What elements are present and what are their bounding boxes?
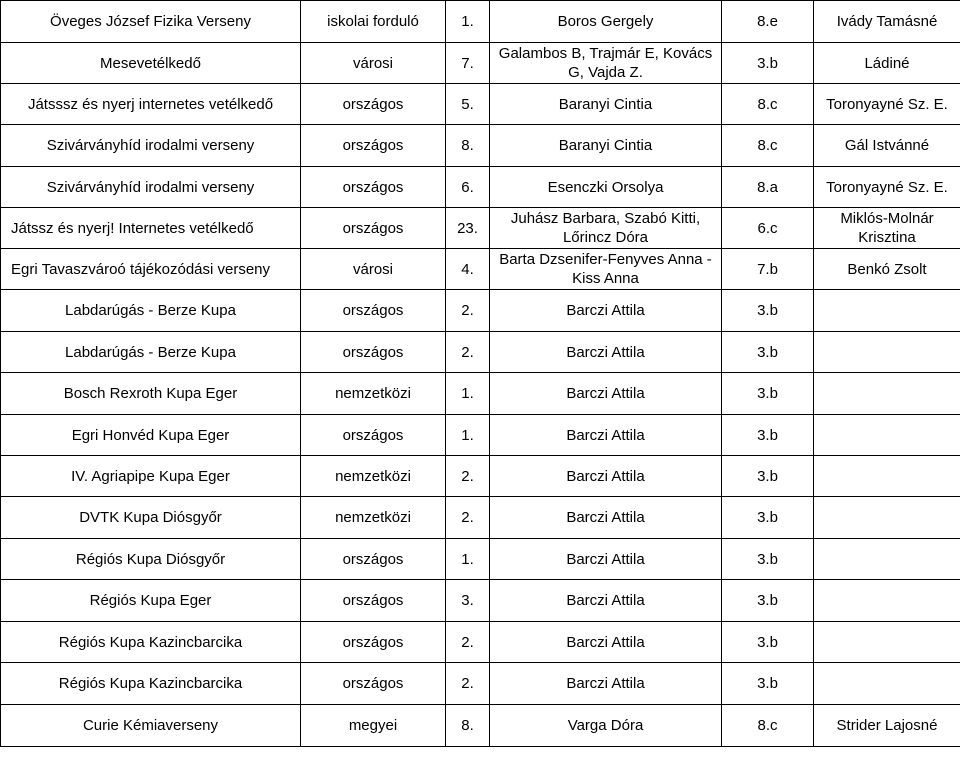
student-name-cell: Barczi Attila xyxy=(490,663,722,705)
competition-level-cell: országos xyxy=(301,539,446,580)
competition-level-cell: megyei xyxy=(301,705,446,747)
competition-name-cell: Labdarúgás - Berze Kupa xyxy=(1,332,301,373)
competition-name-cell: Egri Tavaszvároó tájékozódási verseny xyxy=(1,249,301,290)
placement-cell: 2. xyxy=(446,497,490,539)
placement-cell: 23. xyxy=(446,208,490,249)
placement-cell: 2. xyxy=(446,622,490,663)
class-cell: 8.c xyxy=(722,125,814,167)
teacher-name-cell: Strider Lajosné xyxy=(814,705,960,747)
student-name-cell: Barczi Attila xyxy=(490,622,722,663)
placement-cell: 8. xyxy=(446,705,490,747)
competition-name-cell: Régiós Kupa Kazincbarcika xyxy=(1,622,301,663)
student-name-cell: Juhász Barbara, Szabó Kitti, Lőrincz Dóra xyxy=(490,208,722,249)
competition-level-cell: városi xyxy=(301,249,446,290)
student-name-cell: Barczi Attila xyxy=(490,415,722,456)
teacher-name-cell: Toronyayné Sz. E. xyxy=(814,84,960,125)
table-row xyxy=(1,456,960,497)
competition-name-cell: Szivárványhíd irodalmi verseny xyxy=(1,167,301,208)
table-row xyxy=(1,290,960,332)
competition-level-cell: nemzetközi xyxy=(301,497,446,539)
competition-name-cell: Mesevetélkedő xyxy=(1,43,301,84)
table-row xyxy=(1,332,960,373)
placement-cell: 2. xyxy=(446,332,490,373)
competition-level-cell: országos xyxy=(301,167,446,208)
placement-cell: 1. xyxy=(446,539,490,580)
teacher-name-cell: Toronyayné Sz. E. xyxy=(814,167,960,208)
competition-name-cell: Régiós Kupa Eger xyxy=(1,580,301,622)
student-name-cell: Barczi Attila xyxy=(490,497,722,539)
student-name-cell: Barczi Attila xyxy=(490,290,722,332)
student-name-cell: Baranyi Cintia xyxy=(490,125,722,167)
teacher-name-cell xyxy=(814,332,960,373)
placement-cell: 2. xyxy=(446,290,490,332)
teacher-name-cell: Miklós-Molnár Krisztina xyxy=(814,208,960,249)
class-cell: 6.c xyxy=(722,208,814,249)
teacher-name-cell: Benkó Zsolt xyxy=(814,249,960,290)
table-row xyxy=(1,622,960,663)
competition-level-cell: városi xyxy=(301,43,446,84)
competition-level-cell: országos xyxy=(301,208,446,249)
competition-name-cell: DVTK Kupa Diósgyőr xyxy=(1,497,301,539)
class-cell: 8.a xyxy=(722,167,814,208)
placement-cell: 2. xyxy=(446,663,490,705)
competition-level-cell: országos xyxy=(301,84,446,125)
table-row xyxy=(1,415,960,456)
class-cell: 3.b xyxy=(722,663,814,705)
competition-level-cell: országos xyxy=(301,415,446,456)
competition-name-cell: IV. Agriapipe Kupa Eger xyxy=(1,456,301,497)
class-cell: 8.c xyxy=(722,705,814,747)
class-cell: 3.b xyxy=(722,43,814,84)
competition-level-cell: országos xyxy=(301,663,446,705)
placement-cell: 2. xyxy=(446,456,490,497)
teacher-name-cell xyxy=(814,539,960,580)
placement-cell: 1. xyxy=(446,1,490,43)
competition-name-cell: Labdarúgás - Berze Kupa xyxy=(1,290,301,332)
class-cell: 3.b xyxy=(722,497,814,539)
competition-level-cell: országos xyxy=(301,580,446,622)
competition-level-cell: országos xyxy=(301,622,446,663)
placement-cell: 8. xyxy=(446,125,490,167)
competition-level-cell: országos xyxy=(301,125,446,167)
placement-cell: 6. xyxy=(446,167,490,208)
competition-name-cell: Bosch Rexroth Kupa Eger xyxy=(1,373,301,415)
teacher-name-cell xyxy=(814,663,960,705)
class-cell: 3.b xyxy=(722,373,814,415)
placement-cell: 1. xyxy=(446,373,490,415)
competition-level-cell: nemzetközi xyxy=(301,373,446,415)
student-name-cell: Barczi Attila xyxy=(490,373,722,415)
teacher-name-cell xyxy=(814,415,960,456)
competition-name-cell: Egri Honvéd Kupa Eger xyxy=(1,415,301,456)
placement-cell: 4. xyxy=(446,249,490,290)
table-row xyxy=(1,43,960,84)
class-cell: 3.b xyxy=(722,580,814,622)
teacher-name-cell: Gál Istvánné xyxy=(814,125,960,167)
competition-name-cell: Curie Kémiaverseny xyxy=(1,705,301,747)
placement-cell: 7. xyxy=(446,43,490,84)
student-name-cell: Barczi Attila xyxy=(490,456,722,497)
class-cell: 3.b xyxy=(722,539,814,580)
student-name-cell: Varga Dóra xyxy=(490,705,722,747)
student-name-cell: Barczi Attila xyxy=(490,539,722,580)
student-name-cell: Galambos B, Trajmár E, Kovács G, Vajda Z. xyxy=(490,43,722,84)
student-name-cell: Baranyi Cintia xyxy=(490,84,722,125)
table-row xyxy=(1,539,960,580)
table-row xyxy=(1,249,960,290)
class-cell: 3.b xyxy=(722,622,814,663)
student-name-cell: Boros Gergely xyxy=(490,1,722,43)
teacher-name-cell xyxy=(814,373,960,415)
teacher-name-cell xyxy=(814,497,960,539)
table-row xyxy=(1,497,960,539)
competition-name-cell: Régiós Kupa Kazincbarcika xyxy=(1,663,301,705)
teacher-name-cell: Ládiné xyxy=(814,43,960,84)
competition-name-cell: Öveges József Fizika Verseny xyxy=(1,1,301,43)
table-row xyxy=(1,167,960,208)
table-row xyxy=(1,125,960,167)
placement-cell: 5. xyxy=(446,84,490,125)
competition-name-cell: Szivárványhíd irodalmi verseny xyxy=(1,125,301,167)
teacher-name-cell xyxy=(814,622,960,663)
competition-level-cell: iskolai forduló xyxy=(301,1,446,43)
student-name-cell: Esenczki Orsolya xyxy=(490,167,722,208)
class-cell: 8.e xyxy=(722,1,814,43)
student-name-cell: Barczi Attila xyxy=(490,332,722,373)
teacher-name-cell: Ivády Tamásné xyxy=(814,1,960,43)
table-row xyxy=(1,663,960,705)
placement-cell: 3. xyxy=(446,580,490,622)
class-cell: 8.c xyxy=(722,84,814,125)
teacher-name-cell xyxy=(814,456,960,497)
student-name-cell: Barczi Attila xyxy=(490,580,722,622)
table-row xyxy=(1,1,960,43)
placement-cell: 1. xyxy=(446,415,490,456)
competition-level-cell: nemzetközi xyxy=(301,456,446,497)
table-row xyxy=(1,84,960,125)
competition-level-cell: országos xyxy=(301,332,446,373)
table-row xyxy=(1,373,960,415)
class-cell: 3.b xyxy=(722,415,814,456)
table-row xyxy=(1,208,960,249)
class-cell: 3.b xyxy=(722,290,814,332)
teacher-name-cell xyxy=(814,290,960,332)
table-row xyxy=(1,580,960,622)
competition-name-cell: Régiós Kupa Diósgyőr xyxy=(1,539,301,580)
table-row xyxy=(1,705,960,747)
competition-name-cell: Játsssz és nyerj internetes vetélkedő xyxy=(1,84,301,125)
class-cell: 3.b xyxy=(722,332,814,373)
student-name-cell: Barta Dzsenifer-Fenyves Anna - Kiss Anna xyxy=(490,249,722,290)
class-cell: 3.b xyxy=(722,456,814,497)
teacher-name-cell xyxy=(814,580,960,622)
competition-level-cell: országos xyxy=(301,290,446,332)
competition-name-cell: Játssz és nyerj! Internetes vetélkedő xyxy=(1,208,301,249)
class-cell: 7.b xyxy=(722,249,814,290)
